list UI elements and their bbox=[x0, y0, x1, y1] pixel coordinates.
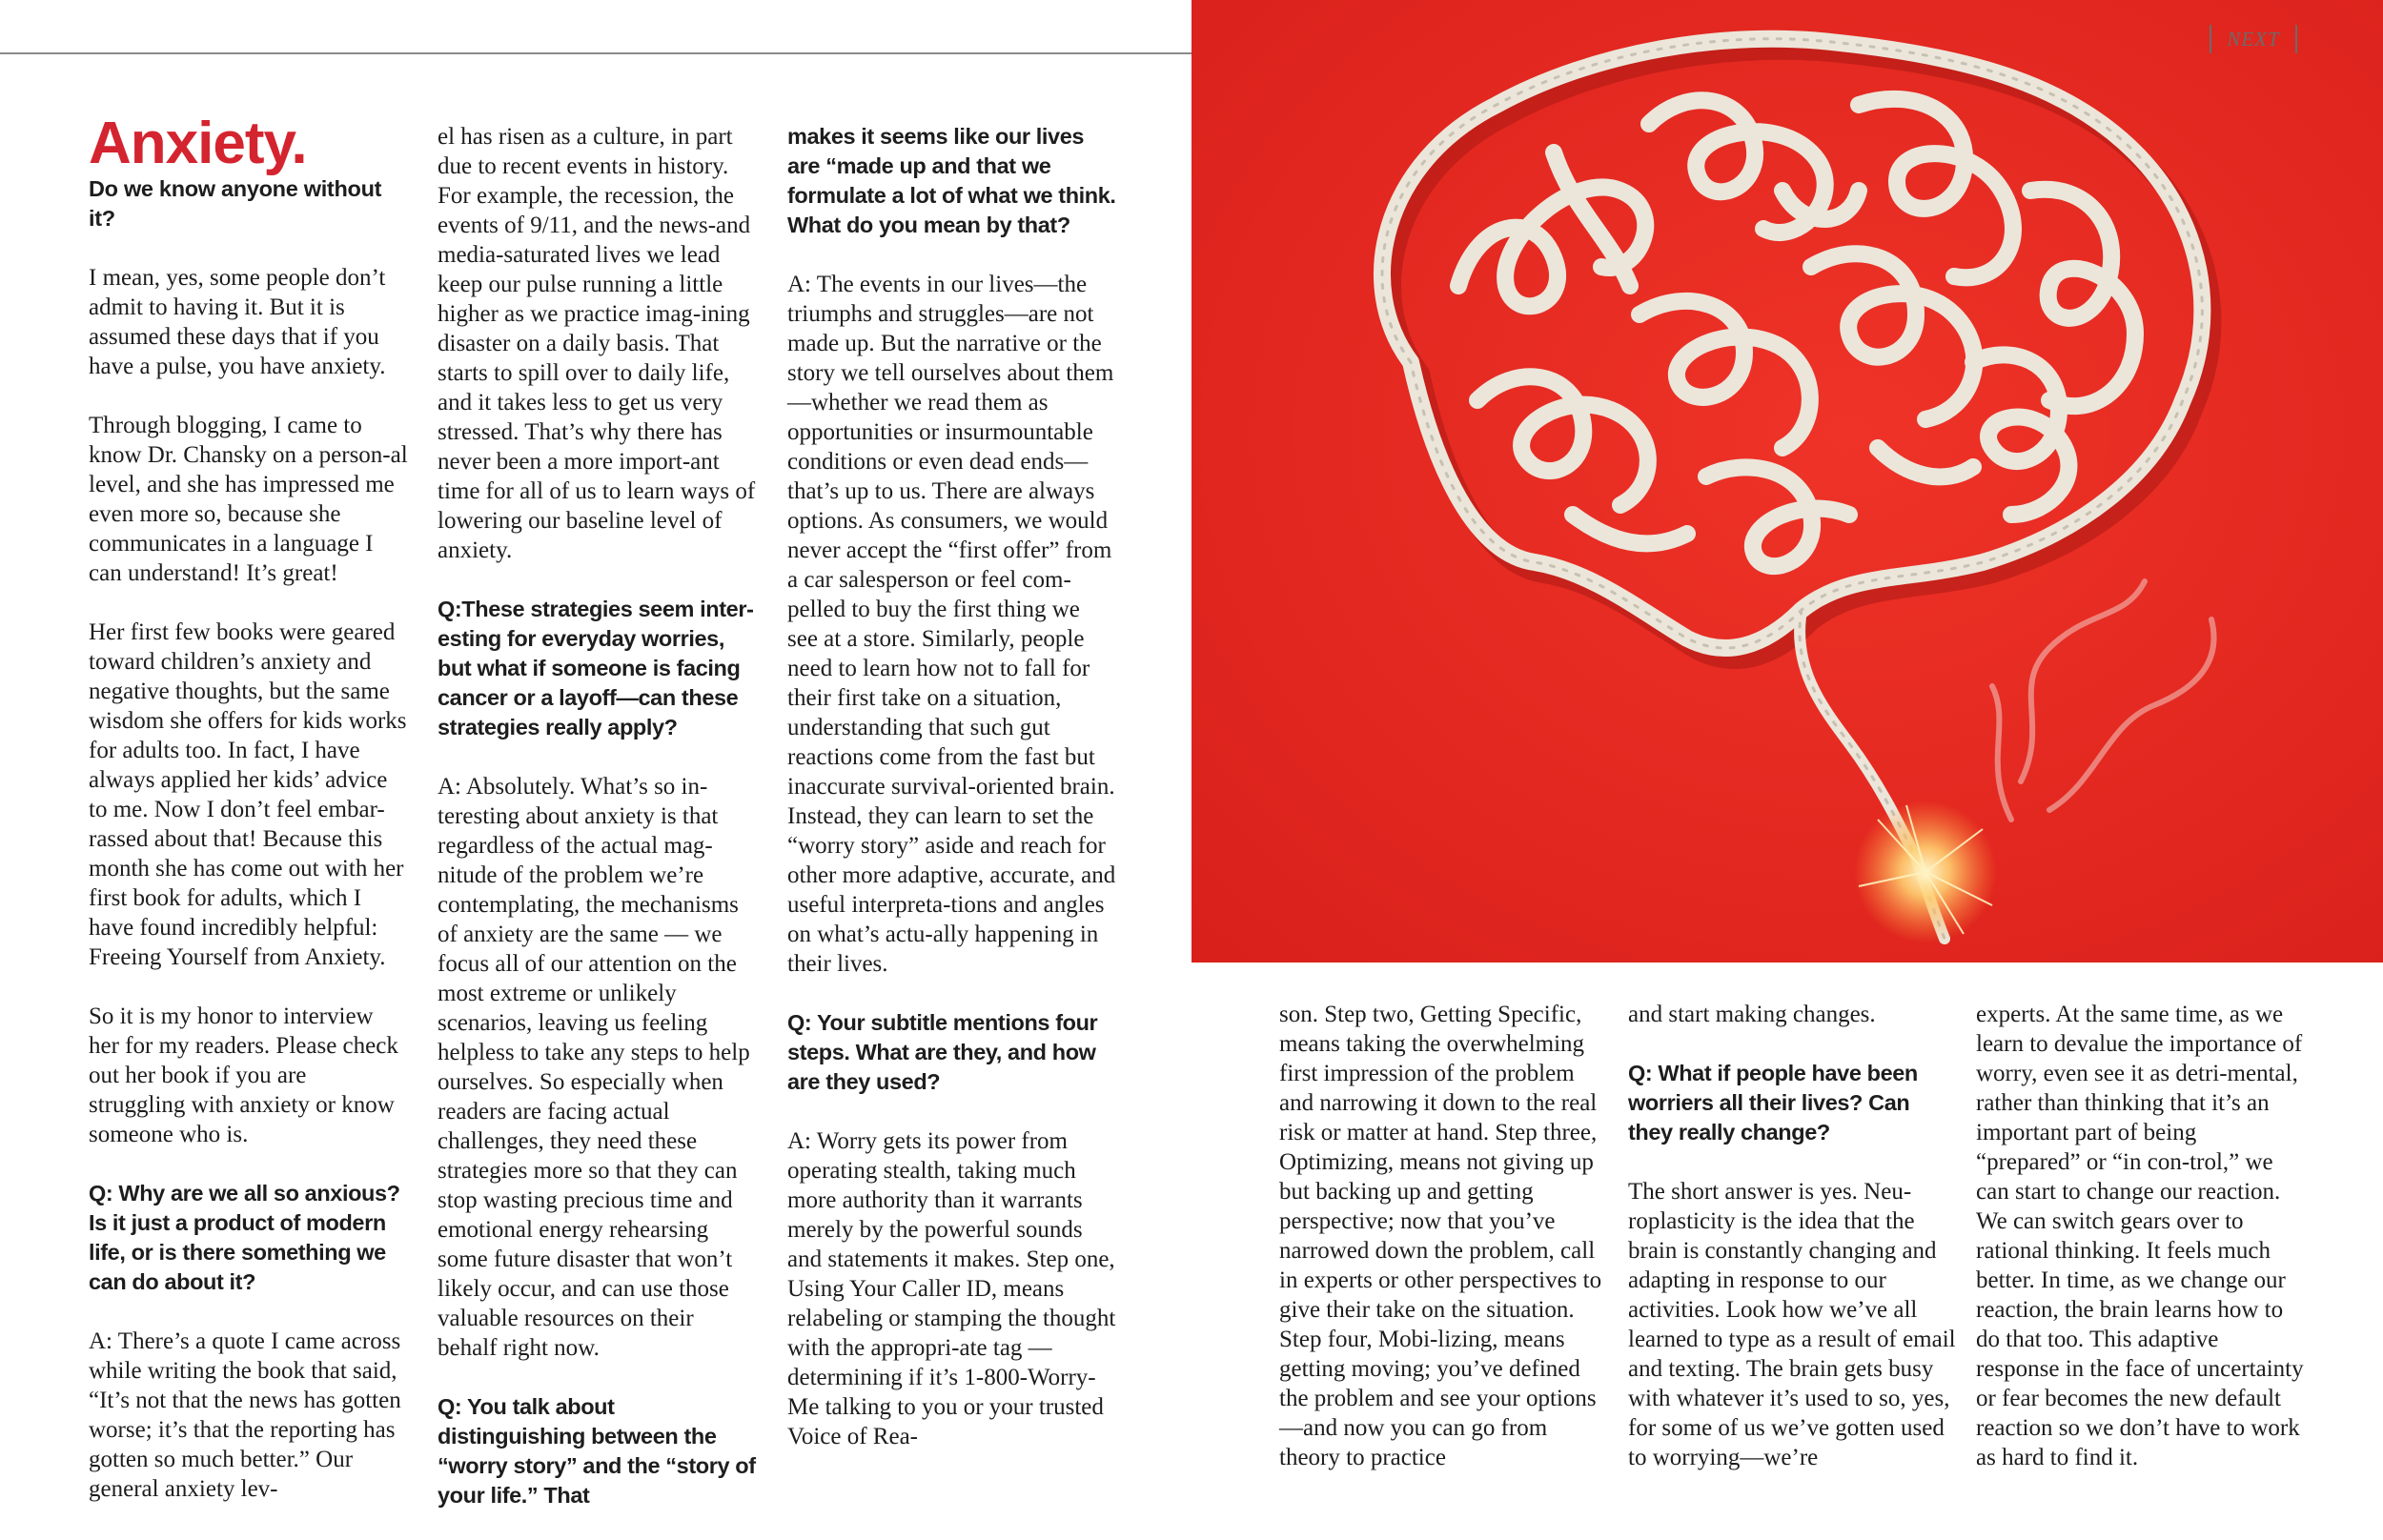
brain-rope-photo bbox=[1192, 0, 2383, 962]
paragraph: Her first few books were geared toward children’s anxiety and negative thoughts, but the same wisdom she offers for kids works for adults too. In fact, I have always applied her kids’ advice to me. Now I don’t feel embar-rassed about that! Because this month she has come out with her first book for adults, which I have found incredibly helpful: Freeing Yourself from Anxiety. bbox=[89, 619, 407, 970]
paragraph: son. Step two, Getting Specific, means taking the overwhelming first impression of the problem and narrowing it down to the real risk or matter at hand. Step three, Optimizing, means not giving up but backing up and getting perspective; now that you’ve narrowed down the problem, call in experts or other perspectives to give their take on the situation. Step four, Mobi-lizing, means getting moving; you’ve defined the problem and see your options—and now you can go from theory to practice bbox=[1279, 1002, 1602, 1470]
interview-question: Q: Why are we all so anxious? Is it just a product of modern life, or is there something we can do about it? bbox=[89, 1181, 400, 1294]
interview-question: makes it seems like our lives are “made up and that we formulate a lot of what we think. What do you mean by that? bbox=[787, 124, 1116, 237]
interview-question: Q: You talk about distinguishing between the “worry story” and the “story of your life.” That bbox=[438, 1394, 756, 1508]
article-column-4 bbox=[1279, 1000, 1608, 1502]
paragraph: I mean, yes, some people don’t admit to having it. But it is assumed these days that if you have a pulse, you have anxiety. bbox=[89, 265, 386, 379]
brain-rope-icon bbox=[1192, 0, 2383, 962]
article-subtitle: Do we know anyone without it? bbox=[89, 176, 382, 231]
paragraph: and start making changes. bbox=[1628, 1002, 1876, 1027]
article-column-6 bbox=[1976, 1000, 2305, 1502]
header-rule bbox=[0, 52, 1193, 54]
paragraph: experts. At the same time, as we learn to devalue the importance of worry, even see it as detri-mental, rather than thinking that it’s an important part of being “prepared” or “in con-trol,” we can start to change our reaction. We can switch gears over to rational thinking. It feels much better. In time, as we change our reaction, the brain learns how to do that too. This adaptive response in the face of uncertainty or fear becomes the new default reaction so we don’t have to work as hard to find it. bbox=[1976, 1002, 2304, 1470]
paragraph: el has risen as a culture, in part due to recent events in history. For example, the recession, the events of 9/11, and the news-and media-saturated lives we lead keep our pulse running a little higher as we practice imag-ining disaster on a daily basis. That starts to spill over to daily life, and it takes less to get us very stressed. That’s why there has never been a more import-ant time for all of us to learn ways of lowering our baseline level of anxiety. bbox=[438, 124, 756, 563]
interview-question: Q: Your subtitle mentions four steps. What are they, and how are they used? bbox=[787, 1010, 1098, 1094]
interview-question: Q:These strategies seem inter-esting for everyday worries, but what if someone is facing cancer or a layoff—can these strategies really apply? bbox=[438, 597, 754, 740]
paragraph: Through blogging, I came to know Dr. Chansky on a person-al level, and she has impressed me even more so, because she communicates in a language I can understand! It’s great! bbox=[89, 413, 408, 586]
paragraph: So it is my honor to interview her for my readers. Please check out her book if you are struggling with anxiety or know someone who is. bbox=[89, 1003, 398, 1147]
article-column-3 bbox=[787, 122, 1116, 1481]
paragraph: A: The events in our lives—the triumphs and struggles—are not made up. But the narrative or the story we tell ourselves about them—whether we read them as opportunities or insurmountable conditions or even dead ends—that’s up to us. There are always options. As consumers, we would never accept the “first offer” from a car salesperson or feel com-pelled to buy the first thing we see at a store. Similarly, people need to learn how not to fall for their first take on a situation, understanding that such gut reactions come from the fast but inaccurate survival-oriented brain. Instead, they can learn to set the “worry story” aside and reach for other more adaptive, accurate, and useful interpreta-tions and angles on what’s actu-ally happening in their lives. bbox=[787, 272, 1116, 977]
article-column-2 bbox=[438, 122, 757, 1540]
interview-question: Q: What if people have been worriers all their lives? Can they really change? bbox=[1628, 1061, 1918, 1145]
next-page-button[interactable]: NEXT bbox=[2210, 25, 2297, 53]
paragraph: A: There’s a quote I came across while writing the book that said, “It’s not that the news has gotten worse; it’s that the reporting has gotten so much better.” Our general anxiety lev- bbox=[89, 1328, 401, 1502]
paragraph: A: Worry gets its power from operating stealth, taking much more authority than it warrants merely by the powerful sounds and statements it makes. Step one, Using Your Caller ID, means relabeling or stamping the thought with the appropri-ate tag — determining if it’s 1-800-Worry-Me talking to you or your trusted Voice of Rea- bbox=[787, 1128, 1116, 1449]
paragraph: A: Absolutely. What’s so in-teresting about anxiety is that regardless of the actual mag-nitude of the problem we’re contemplating, the mechanisms of anxiety are the same — we focus all of our attention on the most extreme or unlikely scenarios, leaving us feeling helpless to take any steps to help ourselves. So especially when readers are facing actual challenges, they need these strategies more so that they can stop wasting precious time and emotional energy rehearsing some future disaster that won’t likely occur, and can use those valuable resources on their behalf right now. bbox=[438, 774, 750, 1361]
article-column-5 bbox=[1628, 1000, 1957, 1502]
article-title: Anxiety. bbox=[89, 111, 307, 176]
article-column-1 bbox=[89, 113, 408, 1533]
paragraph: The short answer is yes. Neu-roplasticity is the idea that the brain is constantly changing and adapting in response to our activities. Look how we’ve all learned to type as a result of email and texting. The brain gets busy with whatever it’s used to so, yes, for some of us we’ve gotten used to worrying—we’re bbox=[1628, 1179, 1956, 1470]
